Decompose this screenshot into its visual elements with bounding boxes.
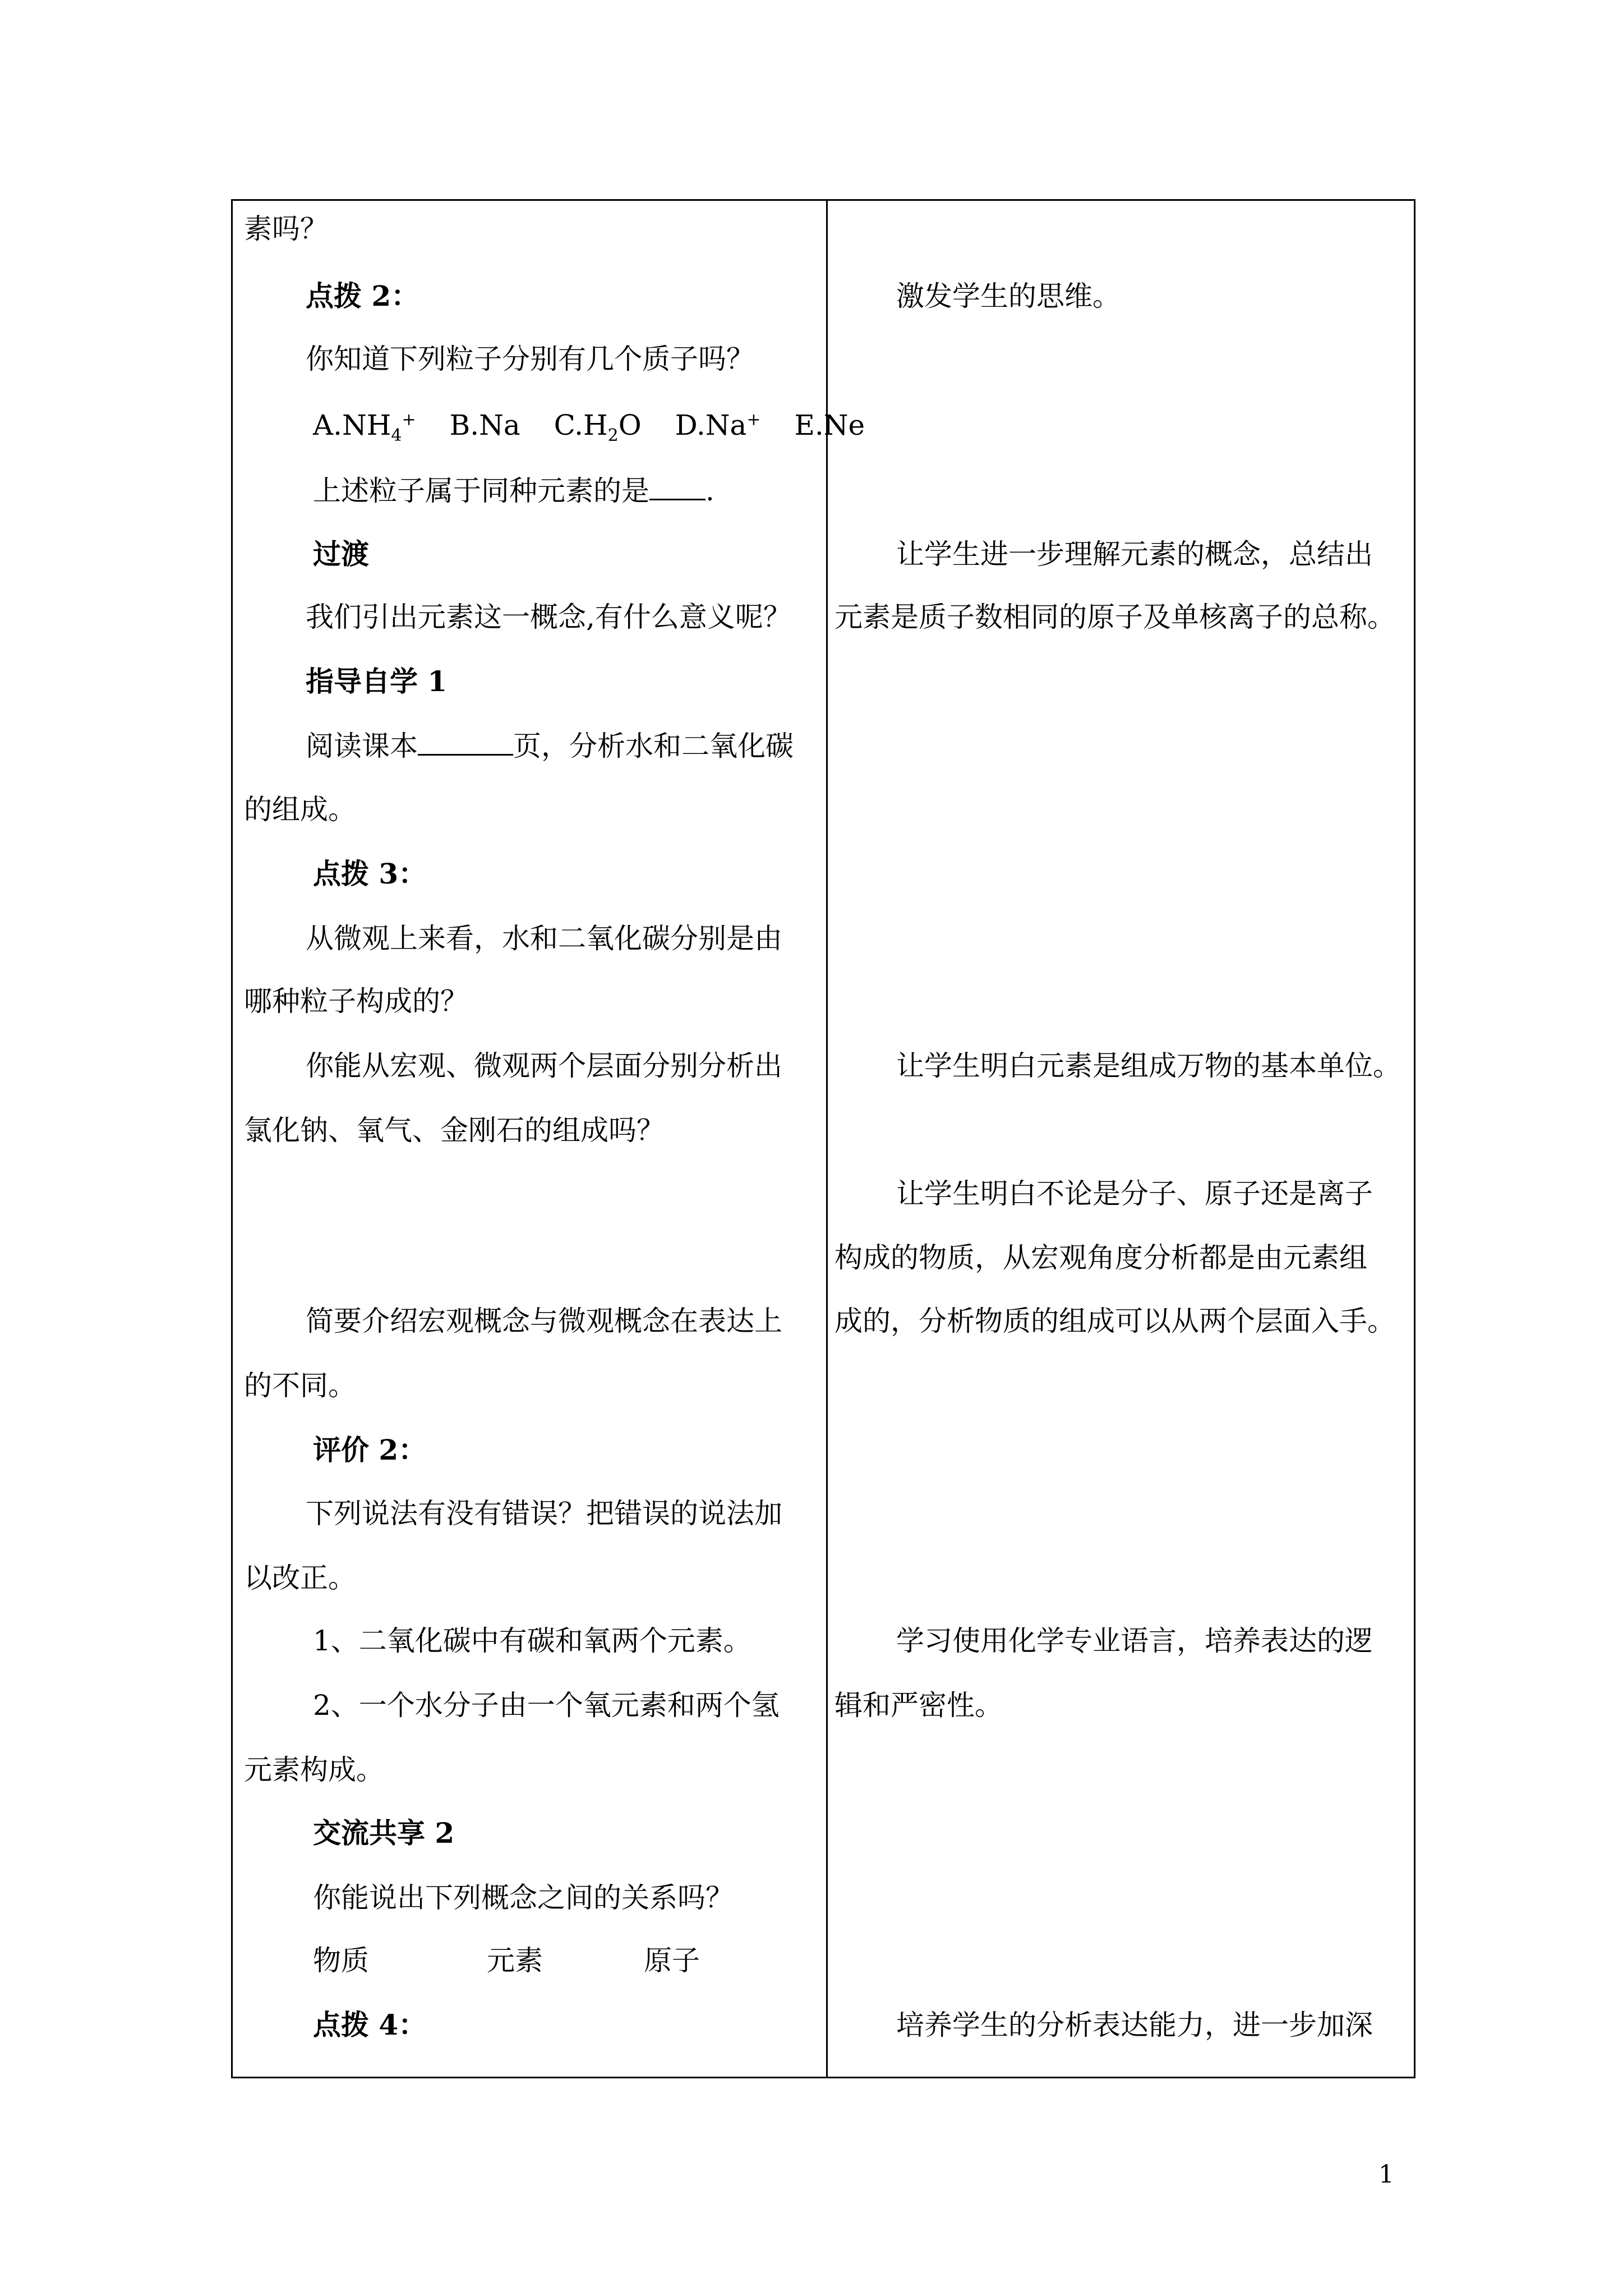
left-line-14: 你能从宏观、微观两个层面分别分析出 [306, 1050, 782, 1082]
hint-4-heading: 点拨 4： [313, 2008, 427, 2041]
answer-blank [649, 474, 706, 500]
page-blank [418, 729, 513, 756]
self-study-heading: 指导自学 1 [306, 665, 448, 698]
right-line-8: 学习使用化学专业语言，培养表达的逻 [896, 1625, 1373, 1657]
particle-d: D.Na+ [675, 409, 761, 441]
transition-heading: 过渡 [313, 537, 369, 570]
left-line-5: 上述粒子属于同种元素的是 . [313, 475, 714, 507]
left-line-20: 以改正。 [244, 1562, 356, 1594]
share-2-heading: 交流共享 2 [313, 1816, 455, 1849]
left-line-13: 哪种粒子构成的？ [244, 985, 468, 1018]
right-line-2: 让学生进一步理解元素的概念，总结出 [896, 538, 1373, 570]
left-line-21: 1、二氧化碳中有碳和氧两个元素。 [313, 1625, 751, 1657]
right-line-9: 辑和严密性。 [834, 1689, 1003, 1722]
left-line-16: 简要介绍宏观概念与微观概念在表达上 [306, 1305, 782, 1337]
left-line-19: 下列说法有没有错误？把错误的说法加 [306, 1497, 782, 1530]
left-line-3: 你知道下列粒子分别有几个质子吗？ [306, 343, 754, 375]
particle-b: B.Na [449, 409, 520, 441]
left-line-23: 元素构成。 [244, 1754, 384, 1786]
column-divider [826, 201, 828, 2077]
right-line-4: 让学生明白元素是组成万物的基本单位。 [896, 1050, 1401, 1082]
particle-e: E.Ne [794, 409, 865, 441]
right-line-1: 激发学生的思维。 [896, 280, 1121, 312]
left-line-25: 你能说出下列概念之间的关系吗？ [313, 1881, 734, 1914]
right-line-6: 构成的物质，从宏观角度分析都是由元素组 [834, 1241, 1367, 1274]
particle-a: $A.NH_4^+$ [313, 409, 416, 445]
left-line-12: 从微观上来看，水和二氧化碳分别是由 [306, 922, 782, 955]
particle-list [313, 408, 865, 445]
hint-3-heading: 点拨 3： [313, 857, 427, 890]
left-line-1: 素吗？ [244, 213, 328, 245]
concept-word-1: 物质 [313, 1944, 369, 1977]
right-line-10: 培养学生的分析表达能力，进一步加深 [896, 2009, 1373, 2041]
right-line-7: 成的，分析物质的组成可以从两个层面入手。 [834, 1305, 1395, 1337]
left-line-17: 的不同。 [244, 1369, 356, 1402]
concept-word-2: 元素 [487, 1944, 543, 1977]
left-line-10: 的组成。 [244, 793, 356, 826]
particle-c: $C.H_2O$ [554, 409, 642, 445]
left-line-7: 我们引出元素这一概念,有什么意义呢？ [306, 601, 791, 633]
evaluation-2-heading: 评价 2： [313, 1433, 427, 1466]
right-line-5: 让学生明白不论是分子、原子还是离子 [896, 1177, 1373, 1210]
page-number: 1 [1378, 2160, 1394, 2189]
left-line-22: 2、一个水分子由一个氧元素和两个氢 [313, 1689, 780, 1722]
left-line-15: 氯化钠、氧气、金刚石的组成吗？ [244, 1114, 665, 1147]
left-line-9: 阅读课本 页，分析水和二氧化碳 [306, 730, 794, 762]
hint-2-heading: 点拨 2： [306, 279, 419, 312]
right-line-3: 元素是质子数相同的原子及单核离子的总称。 [834, 601, 1395, 633]
concept-word-3: 原子 [644, 1944, 700, 1977]
